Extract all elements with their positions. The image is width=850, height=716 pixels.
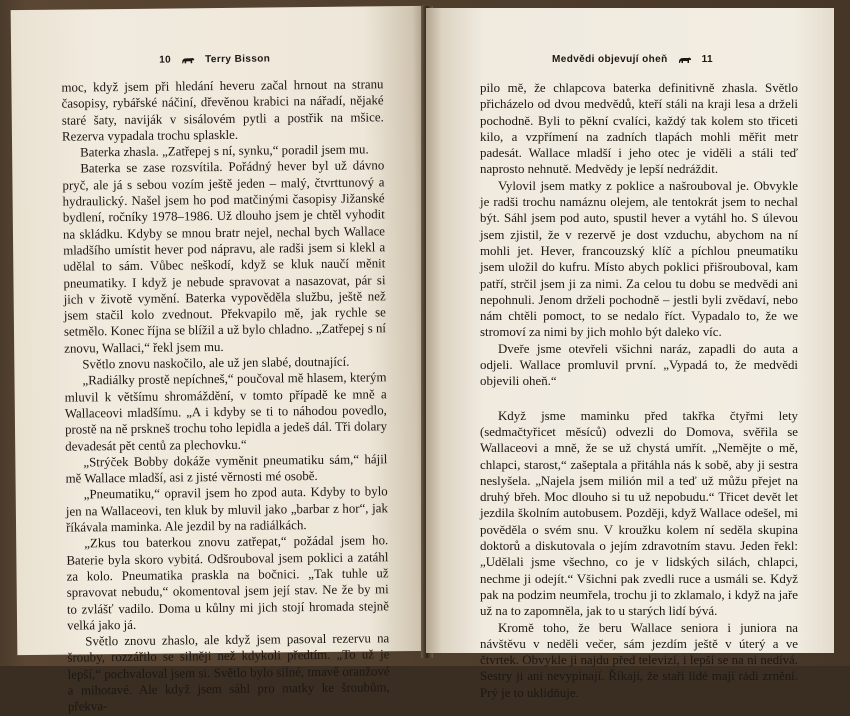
paragraph: Kromě toho, že beru Wallace seniora i juniora na návštěvu v neděli večer, sám jezdím ještě v úterý a ve čtvrtek. Obvykle ji najdu před televizí, i lepší se na ni nedívá. Sestry ji ani nevypínají. Říkají, že staří lidé mají rádi zrnění. Prý je to uklidňuje. [480,620,798,700]
paragraph: „Zkus tou baterkou znovu zatřepat,“ požádal jsem ho. Baterie byla skoro vybitá. Odšrouboval jsem poklici a zatáhl za kolo. Pneumatika praskla na bočnici. „Tak tuhle už spravovat nebudu,“ okomentoval jsem její stav. Ne že by mi to zvlášť vadilo. Doma u kůlny mi jich stojí hromada stejně velká jako já. [66,533,389,633]
paragraph: moc, když jsem při hledání heveru začal hrnout na stranu časopisy, rybářské náčiní, dřevěnou krabici na nářadí, nějaké staré šaty, naviják v sisálovém pytli a postřik na mšice. Rezerva vypadala trochu splaskle. [61,77,384,144]
left-page-number: 10 [159,54,172,66]
paragraph: Světlo znovu naskočilo, ale už jen slabé, doutnající. [82,354,350,372]
paragraph: pilo mě, že chlapcova baterka definitivně zhasla. Světlo přicházelo od dvou medvědů, kteří stáli na kraji lesa a drželi pochodně. Byli to pěkní cvalíci, každý tak kolem sto třiceti kilo, a vzpřímení na zadních tlapách mohli měřit metr padesát. Wallace mladší i jeho otec je viděli a stáli teď naprosto nehnutě. Medvědy je lepší nedráždit. [480,81,798,177]
paragraph: Když jsme maminku před takřka čtyřmi lety (sedmačtyřicet měsíců) odvezli do Domova, svěřila se Wallaceovi a mně, že se už chystá umřít. „Nemějte o mě, chlapci, starost,“ zašeptala a přitáhla nás k sobě, aby ji sestra neslyšela. „Najela jsem milión mil a teď už můžu přejet na druhý břeh. Moc dlouho si tu už nepobudu.“ Třicet devět let jezdila školním autobusem. Později, když Wallace odešel, mi pověděla o svém snu. V kroužku kolem ní seděla skupina doktorů a diskutovala o jejím zdravotním stavu. Jeden řekl: „Udělali jsme všechno, co je v lidských silách, chlapci, nechme ji odejít.“ Všichni pak zvedli ruce a usmáli se. Když pak na podzim neumřela, trochu ji to zklamalo, i když na jaře už na to zapomněla, jak to u starých lidí bývá. [480,408,798,619]
paragraph: Světlo znovu zhaslo, ale když jsem pasoval rezervu na šrouby, rozzářilo se silněji než kdykoli předtím. „To už je lepší,“ pochvaloval jsem si. Světlo bylo silné, tmavě oranžové a mihotavé. Ale když jsem sáhl pro matky ke šroubům, překva- [67,631,390,714]
left-page-body [61,76,390,715]
left-running-head-title: Terry Bisson [205,53,271,66]
bear-icon [678,56,692,64]
bear-icon [181,56,195,64]
right-page-body [480,80,798,701]
paragraph: „Strýček Bobby dokáže vyměnit pneumatiku sám,“ hájil mě Wallace mladší, asi z jisté věrnosti mé osobě. [65,452,388,486]
right-page [426,8,834,700]
paragraph: Baterka zhasla. „Zatřepej s ní, synku,“ poradil jsem mu. [80,142,369,160]
right-running-head [552,54,713,65]
right-page-number: 11 [701,54,714,65]
left-running-head [159,53,270,65]
paragraph: Baterka se zase rozsvítila. Pořádný hever byl už dávno pryč, ale já s sebou vozím ještě jeden – malý, čtvrttunový a hydraulický. Našel jsem ho pod matčinými časopisy Jižanské bydlení, ročníky 1978–1986. Už dlouho jsem je chtěl vyhodit na skládku. Kdyby se mnou bratr nejel, nechal bych Wallace mladšího umístit hever pod nápravu, ale radši jsem si klekl a udělal to sám. Vůbec neškodí, když se kluk naučí měnit pneumatiky. I když je nebude spravovat a nasazovat, pár si jich v životě vymění. Baterka vypověděla službu, ještě než jsem stačil kolo zvednout. Překvapilo mě, jak rychle se setmělo. Konec října se blížil a už bylo chladno. „Zatřepej s ní znovu, Wallaci,“ řekl jsem mu. [62,158,387,356]
left-page [11,6,432,714]
paragraph: „Pneumatiku,“ opravil jsem ho zpod auta. Kdyby to bylo jen na Wallaceovi, ten kluk by mluvil jako „barbar z hor“, jak říkávala maminka. Ale jezdil by na radiálkách. [65,484,388,535]
paragraph: „Radiálky prostě nepíchneš,“ poučoval mě hlasem, kterým mluvil k většímu shromáždění, v tomto případě ke mně a Wallaceovi mladšímu. „A i kdyby se ti to náhodou povedlo, prostě na ně prskneš trochu toho lepidla a jedeš dál. Tři dolary devadesát pět centů za plechovku.“ [64,370,388,454]
paragraph: Vylovil jsem matky z poklice a našrouboval je. Obvykle je radši trochu namáznu olejem, ale tentokrát jsem to nechal být. Sáhl jsem pod auto, spustil hever a vytáhl ho. S úlevou jsem zjistil, že v rezervě je dost vzduchu, abychom na ní mohli jet. Hever, francouzský klíč a píchlou pneumatiku jsem uložil do kufru. Místo abych poklici přišrouboval, kam patří, strčil jsem ji za nimi. Za celou tu dobu se medvědi ani nepohnuli. Jenom drželi pochodně – jestli byli zvědaví, nebo nám chtěli pomoct, to se nedalo říct. Vypadalo to, že we stromoví za nimi by jich mohlo být daleko víc. [480,178,798,340]
right-running-head-title: Medvědi objevují oheň [552,54,668,65]
paragraph: Dveře jsme otevřeli všichni naráz, zapadli do auta a odjeli. Wallace promluvil první. „Vypadá to, že medvědi objevili oheň.“ [480,341,798,389]
